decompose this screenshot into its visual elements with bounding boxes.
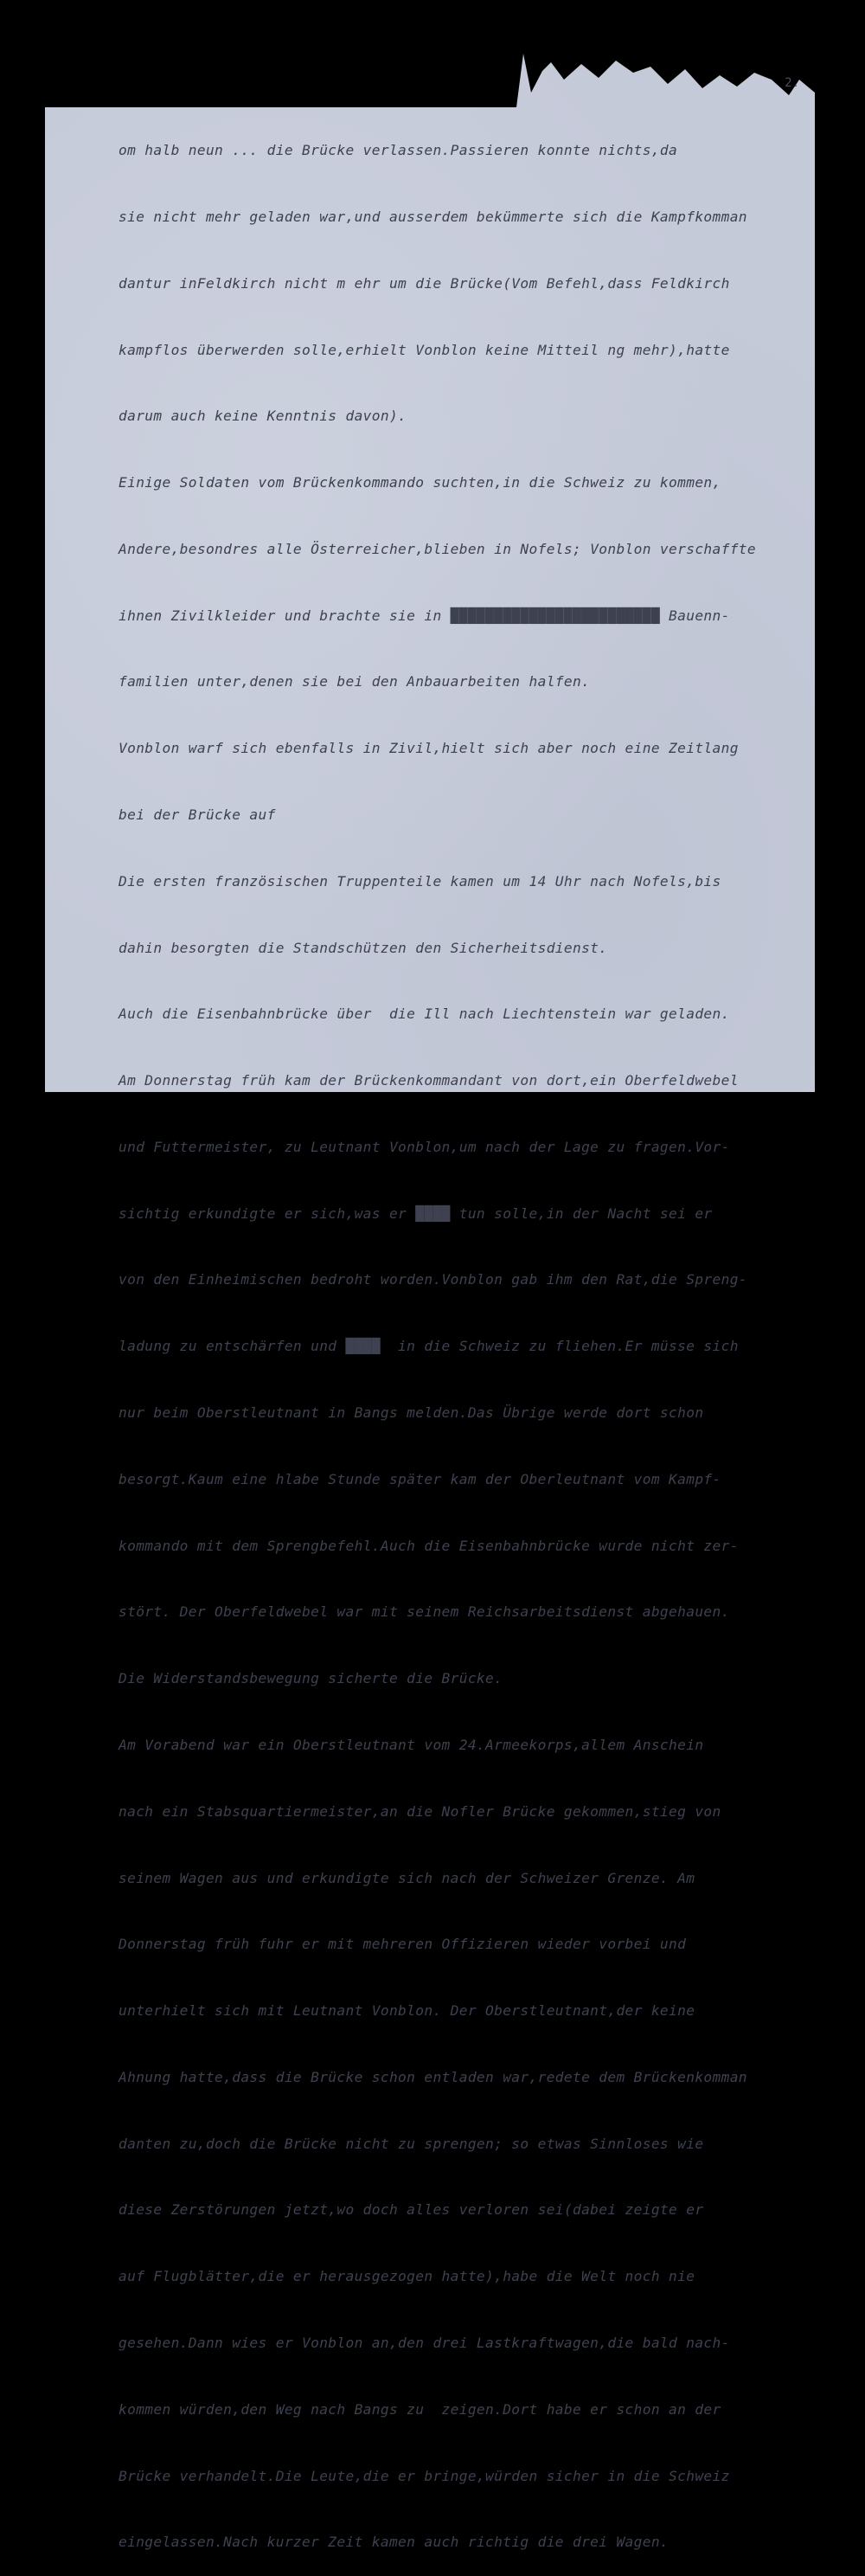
text-line: Auch die Eisenbahnbrücke über die Ill nach Liechtenstein war geladen. [119,1005,730,1023]
text-line: familien unter,denen sie bei den Anbauarbeiten halfen. [119,673,591,691]
text-line: auf Flugblätter,die er herausgezogen hatte),habe die Welt noch nie [119,2268,695,2285]
typewritten-text [119,95,828,2576]
text-line: besorgt.Kaum eine hlabe Stunde später kam der Oberleutnant vom Kampf- [119,1470,721,1487]
page-number: 2. [785,76,799,90]
text-line: ladung zu entschärfen und ████ in die Schweiz zu fliehen.Er müsse sich [119,1338,739,1355]
text-line: Die ersten französischen Truppenteile kamen um 14 Uhr nach Nofels,bis [119,872,721,890]
text-line: Einige Soldaten vom Brückenkommando suchten,in die Schweiz zu kommen, [119,474,721,491]
text-line: Vonblon warf sich ebenfalls in Zivil,hielt sich aber noch eine Zeitlang [119,740,739,757]
text-line: kampflos überwerden solle,erhielt Vonblon keine Mitteil ng mehr),hatte [119,341,730,358]
text-line: Am Donnerstag früh kam der Brückenkommandant von dort,ein Oberfeldwebel [119,1072,739,1089]
text-line: gesehen.Dann wies er Vonblon an,den drei Lastkraftwagen,die bald nach- [119,2334,730,2351]
text-line: Am Vorabend war ein Oberstleutnant vom 24.Armeekorps,allem Anschein [119,1736,704,1753]
text-line: dantur inFeldkirch nicht m ehr um die Brücke(Vom Befehl,dass Feldkirch [119,274,730,292]
text-line: Brücke verhandelt.Die Leute,die er bringe,würden sicher in die Schweiz [119,2467,730,2484]
text-line: und Futtermeister, zu Leutnant Vonblon,um nach der Lage zu fragen.Vor- [119,1138,730,1155]
text-line: stört. Der Oberfeldwebel war mit seinem Reichsarbeitsdienst abgehauen. [119,1603,730,1621]
text-line: Ahnung hatte,dass die Brücke schon entladen war,redete dem Brückenkomman [119,2068,747,2085]
text-line: Die Widerstandsbewegung sicherte die Brücke. [119,1670,503,1687]
text-line: Donnerstag früh fuhr er mit mehreren Offizieren wieder vorbei und [119,1936,687,1953]
text-line: ihnen Zivilkleider und brachte sie in ████████████████████████ Bauenn- [119,607,730,624]
text-line: kommen würden,den Weg nach Bangs zu zeigen.Dort habe er schon an der [119,2400,721,2418]
text-line: von den Einheimischen bedroht worden.Vonblon gab ihm den Rat,die Spreng- [119,1271,747,1288]
text-line: nur beim Oberstleutnant in Bangs melden.Das Übrige werde dort schon [119,1404,704,1422]
text-line: kommando mit dem Sprengbefehl.Auch die Eisenbahnbrücke wurde nicht zer- [119,1537,739,1554]
text-line: nach ein Stabsquartiermeister,an die Nofler Brücke gekommen,stieg von [119,1802,721,1820]
text-line: danten zu,doch die Brücke nicht zu sprengen; so etwas Sinnloses wie [119,2135,704,2152]
text-line: dahin besorgten die Standschützen den Sicherheitsdienst. [119,939,608,956]
text-line: sichtig erkundigte er sich,was er ████ tun solle,in der Nacht sei er [119,1204,713,1222]
text-line: diese Zerstörungen jetzt,wo doch alles verloren sei(dabei zeigte er [119,2201,704,2219]
text-line: darum auch keine Kenntnis davon). [119,408,407,425]
text-line: eingelassen.Nach kurzer Zeit kamen auch richtig die drei Wagen. [119,2534,670,2551]
text-line: om halb neun ... die Brücke verlassen.Passieren konnte nichts,da [119,142,678,159]
text-line: bei der Brücke auf [119,806,276,823]
text-line: seinem Wagen aus und erkundigte sich nach der Schweizer Grenze. Am [119,1869,695,1886]
text-line: Andere,besondres alle Österreicher,blieben in Nofels; Vonblon verschaffte [119,540,756,557]
text-line: sie nicht mehr geladen war,und ausserdem bekümmerte sich die Kampfkomman [119,208,747,225]
text-line: unterhielt sich mit Leutnant Vonblon. Der Oberstleutnant,der keine [119,2002,695,2020]
